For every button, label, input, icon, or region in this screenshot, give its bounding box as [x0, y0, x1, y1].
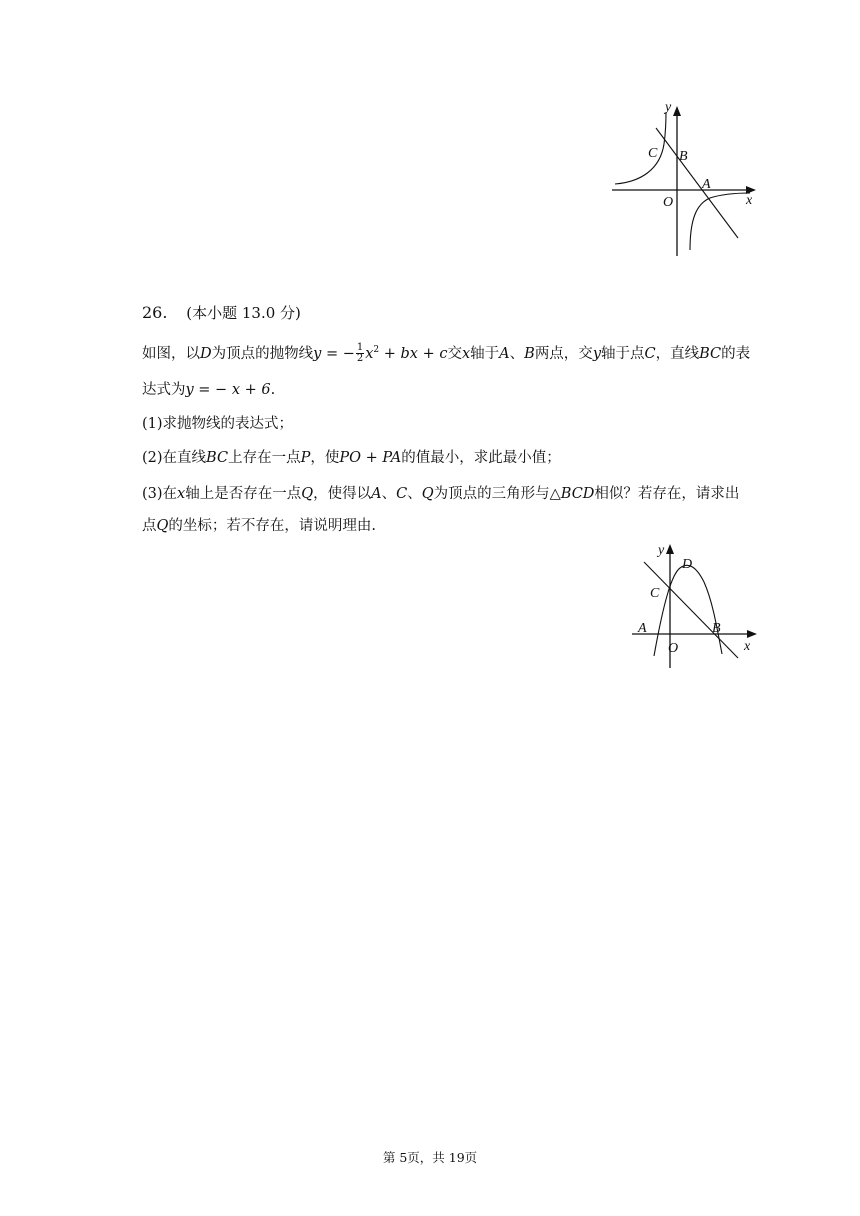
fig1-label-a: A	[702, 177, 711, 192]
question-number: 26.	[142, 303, 168, 322]
fig2-label-o: O	[668, 641, 679, 656]
text: 、	[509, 345, 525, 362]
fig1-label-c: C	[648, 146, 658, 161]
fig2-label-d: D	[682, 557, 693, 572]
fig1-label-x: x	[746, 193, 753, 208]
text: 交	[447, 345, 462, 362]
figure-parabola-line	[630, 540, 760, 670]
fraction-numerator: 1	[356, 342, 364, 354]
text: 为顶点的三角形与△	[433, 486, 561, 502]
text: (2)在直线	[142, 450, 207, 466]
fig2-label-b: B	[712, 621, 721, 636]
fig2-label-y: y	[658, 543, 665, 558]
text: ，使得以	[313, 486, 372, 502]
fraction-half	[356, 343, 364, 364]
math-bc: BC	[206, 450, 229, 466]
text: 轴于点	[601, 345, 645, 362]
fig1-label-b: B	[679, 149, 688, 164]
text: 的坐标；若不存在，请说明理由.	[168, 518, 376, 534]
sub-question-3	[142, 484, 739, 504]
text: 、	[407, 486, 422, 502]
text: 达式为	[142, 382, 186, 398]
math-a: A	[371, 486, 382, 502]
math-x: x	[177, 486, 186, 502]
sub-question-3-line2	[142, 516, 376, 536]
math-b: B	[524, 345, 535, 362]
math-p: P	[300, 450, 311, 466]
text: 相似？若存在，请求出	[594, 486, 740, 502]
math-eq: y = −	[313, 345, 355, 362]
math-bc: BC	[699, 345, 722, 362]
figure-hyperbola-line	[610, 100, 760, 260]
page-footer: 第 5页，共 19页	[382, 1150, 478, 1165]
question-header	[142, 302, 301, 323]
text: 为顶点的抛物线	[211, 345, 314, 362]
fig2-label-x: x	[744, 639, 751, 654]
text: 、	[381, 486, 397, 502]
text: 上存在一点	[228, 450, 301, 466]
question-intro-line1	[142, 340, 750, 364]
text: 两点，交	[534, 345, 593, 362]
sub-question-2	[142, 448, 561, 468]
math-eq: + bx + c	[379, 345, 448, 362]
math-expr: PO + PA	[339, 450, 402, 466]
text: ，使	[310, 450, 340, 466]
math-q: Q	[301, 486, 314, 502]
fraction-denominator: 2	[356, 353, 364, 365]
text: 的值最小，求此最小值；	[401, 450, 561, 466]
math-bcd: BCD	[560, 486, 595, 502]
fig1-label-y: y	[665, 100, 672, 115]
fig2-label-c: C	[650, 586, 660, 601]
math-c: C	[644, 345, 656, 362]
math-c: C	[396, 486, 408, 502]
text: 轴上是否存在一点	[185, 486, 302, 502]
math-a: A	[499, 345, 510, 362]
text: 如图，以	[142, 345, 200, 362]
text: .	[270, 382, 276, 398]
math-eq: y = − x + 6	[185, 382, 271, 398]
math-exponent: 2	[373, 345, 380, 355]
fig1-label-o: O	[663, 195, 674, 210]
text: 轴于	[470, 345, 500, 362]
question-intro-line2	[142, 380, 275, 400]
sub-question-1: (1)求抛物线的表达式；	[142, 416, 294, 432]
text: 的表	[721, 345, 751, 362]
text: ，直线	[655, 345, 700, 362]
math-x: x	[461, 345, 471, 362]
math-x: x	[365, 345, 374, 362]
text: (3)在	[142, 486, 178, 502]
math-d: D	[200, 345, 212, 362]
fig2-label-a: A	[638, 621, 647, 636]
question-meta: (本小题 13.0 分)	[186, 304, 301, 322]
math-q: Q	[156, 518, 169, 534]
text: 点	[142, 518, 157, 534]
math-q: Q	[421, 486, 434, 502]
math-y: y	[592, 345, 602, 362]
